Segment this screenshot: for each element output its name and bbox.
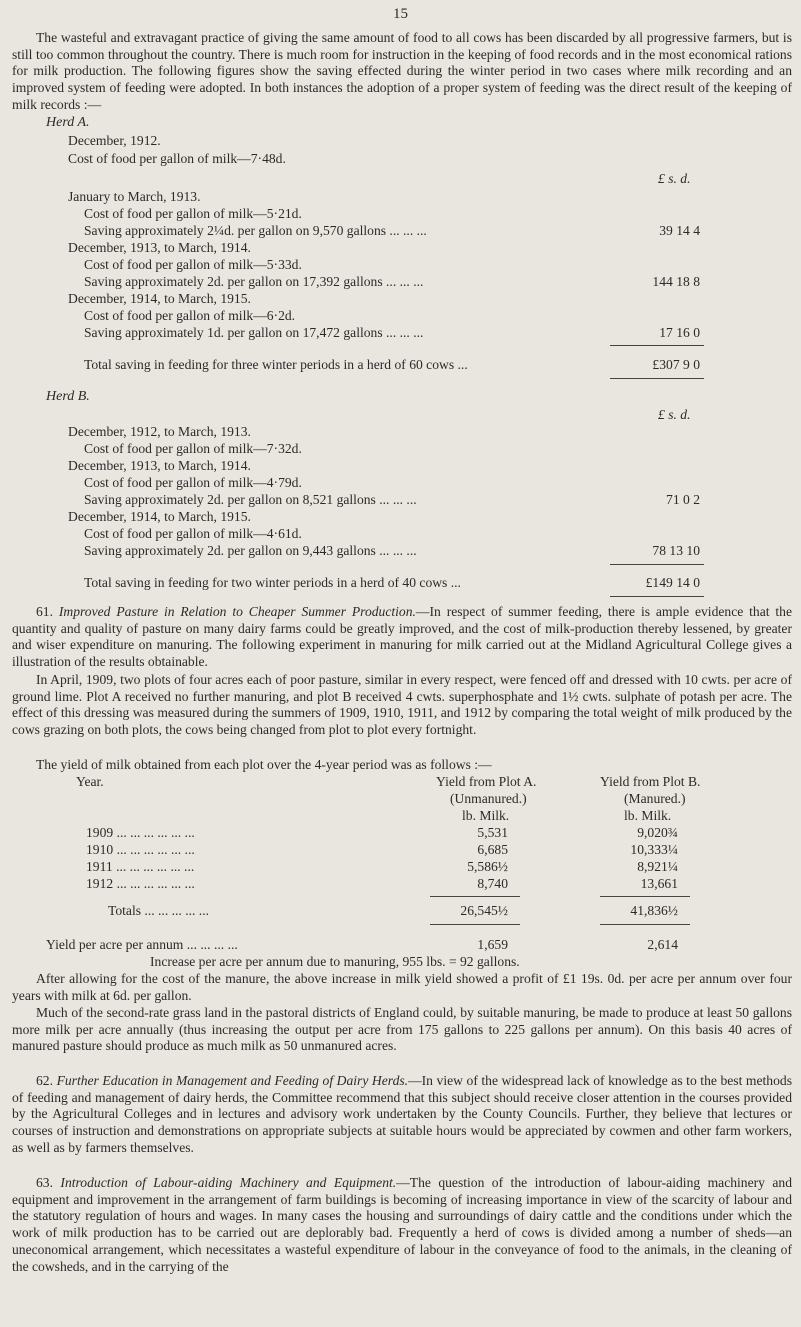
table-header-year: Year.: [76, 774, 104, 789]
herd-b-line: December, 1912, to March, 1913.: [68, 424, 251, 439]
section-61-title: Improved Pasture in Relation to Cheaper Summer Production.: [58, 604, 416, 619]
table-rule-a: [430, 896, 520, 897]
herd-a-line: December, 1914, to March, 1915.: [68, 291, 251, 306]
table-total-plot-b: 41,836½: [630, 903, 678, 918]
section-62-paragraph: [12, 1073, 792, 1157]
table-subheader-plot-b: (Manured.): [624, 791, 686, 806]
herd-b-line: Cost of food per gallon of milk—4·61d.: [84, 526, 302, 541]
herd-b-line: December, 1914, to March, 1915.: [68, 509, 251, 524]
herd-a-line: December, 1912.: [68, 133, 161, 148]
herd-a-total: £307 9 0: [652, 357, 700, 372]
table-yield-plot-b: 2,614: [647, 937, 678, 952]
herd-a-total-label: Total saving in feeding for three winter periods in a herd of 60 cows ...: [84, 357, 468, 372]
section-61-paragraph: [12, 604, 792, 671]
table-row-year: 1911 ... ... ... ... ... ...: [86, 859, 195, 874]
section-61-paragraph-3: The yield of milk obtained from each plot over the 4-year period was as follows :—: [36, 757, 492, 772]
table-row-plot-a: 8,740: [477, 876, 508, 891]
section-61-paragraph-2: In April, 1909, two plots of four acres each of poor pasture, similar in every respect, were fenced off and dressed with 10 cwts. per acre of ground lime. Plot A received no further manuring, and plot B received 4 cwts. superphosphate and 1½ cwts. sulphate of potash per acre. The effect of this dressing was measured during the summers of 1909, 1910, 1911, and 1912 by comparing the total weight of milk produced by the cows grazing on both plots, the cows being changed from plot to plot every fortnight.: [12, 672, 792, 738]
table-unit-plot-b: lb. Milk.: [624, 808, 672, 823]
herd-a-amount: 144 18 8: [652, 274, 700, 289]
table-header-plot-a: Yield from Plot A.: [436, 774, 537, 789]
table-unit-plot-a: lb. Milk.: [462, 808, 510, 823]
section-61-number: 61.: [36, 604, 53, 619]
herd-a-line: January to March, 1913.: [68, 189, 201, 204]
herd-b-total: £149 14 0: [645, 575, 700, 590]
herd-a-heading: Herd A.: [46, 115, 90, 130]
table-increase-note: Increase per acre per annum due to manuring, 955 lbs. = 92 gallons.: [150, 954, 520, 969]
herd-b-total-label: Total saving in feeding for two winter periods in a herd of 40 cows ...: [84, 575, 461, 590]
herd-a-rule: [610, 345, 704, 346]
herd-b-amount: 78 13 10: [652, 543, 700, 558]
herd-b-rule: [610, 564, 704, 565]
herd-b-total-rule: [610, 596, 704, 597]
table-row-plot-a: 5,586½: [467, 859, 508, 874]
table-subheader-plot-a: (Unmanured.): [450, 791, 527, 806]
table-row-year: 1910 ... ... ... ... ... ...: [86, 842, 195, 857]
intro-paragraph: The wasteful and extravagant practice of giving the same amount of food to all cows has been discarded by all progressive farmers, but is still too common throughout the country. There is much room for instruction in the keeping of food records and in the most economical rations for milk production. The following figures show the saving effected during the winter period in two cases where milk recording and an improved system of feeding were adopted. In both instances the adoption of a proper system of feeding was the direct result of the keeping of milk records :—: [12, 30, 792, 112]
table-yield-label: Yield per acre per annum ... ... ... ...: [46, 937, 238, 952]
herd-a-line: Cost of food per gallon of milk—6·2d.: [84, 308, 296, 323]
herd-a-line: Saving approximately 2d. per gallon on 17,392 gallons ... ... ...: [84, 274, 424, 289]
table-row-plot-b: 9,020¾: [637, 825, 678, 840]
table-row-year: 1909 ... ... ... ... ... ...: [86, 825, 195, 840]
section-63-title: Introduction of Labour-aiding Machinery and Equipment.: [60, 1175, 397, 1190]
section-63-paragraph: [12, 1175, 792, 1275]
herd-b-line: Saving approximately 2d. per gallon on 8,521 gallons ... ... ...: [84, 492, 417, 507]
table-total-plot-a: 26,545½: [460, 903, 508, 918]
herd-a-line: December, 1913, to March, 1914.: [68, 240, 251, 255]
herd-b-line: Cost of food per gallon of milk—7·32d.: [84, 441, 302, 456]
section-62-text: —In view of the widespread lack of knowledge as to the best methods of feeding and management of dairy herds, the Committee recommend that this subject should receive closer attention in the courses provided by the Agricultural Colleges and in lectures and advisory work undertaken by the County Councils. Further, they believe that lectures or courses of instruction and demonstrations on appropriate subjects at suitable hours would be appreciated by cowmen and other farm workers, as well as by farmers themselves.: [12, 1073, 792, 1155]
herd-b-line: Cost of food per gallon of milk—4·79d.: [84, 475, 302, 490]
table-rule-b: [600, 896, 690, 897]
herd-a-lsd-header: £ s. d.: [658, 171, 691, 186]
much-paragraph: Much of the second-rate grass land in the pastoral districts of England could, by suitable manuring, be made to produce at least 50 gallons more milk per acre annually (thus increasing the output per acre from 175 gallons to 225 gallons per annum). On this basis 40 acres of manured pasture should produce as much milk as 50 unmanured acres.: [12, 1005, 792, 1054]
herd-a-total-rule: [610, 378, 704, 379]
table-row-plot-b: 10,333¼: [630, 842, 678, 857]
table-row-plot-b: 13,661: [640, 876, 678, 891]
herd-b-lsd-header: £ s. d.: [658, 407, 691, 422]
herd-a-amount: 17 16 0: [659, 325, 700, 340]
section-62-number: 62.: [36, 1073, 53, 1088]
table-rule-total-a: [430, 924, 520, 925]
page-number: 15: [393, 6, 408, 22]
table-row-plot-a: 5,531: [477, 825, 508, 840]
table-row-year: 1912 ... ... ... ... ... ...: [86, 876, 195, 891]
herd-a-line: Cost of food per gallon of milk—5·33d.: [84, 257, 302, 272]
herd-b-heading: Herd B.: [46, 389, 90, 404]
herd-a-line: Cost of food per gallon of milk—5·21d.: [84, 206, 302, 221]
table-rule-total-b: [600, 924, 690, 925]
section-62-title: Further Education in Management and Feeding of Dairy Herds.: [56, 1073, 409, 1088]
after-paragraph: After allowing for the cost of the manure, the above increase in milk yield showed a profit of £1 19s. 0d. per acre per annum over four years with milk at 6d. per gallon.: [12, 971, 792, 1003]
table-totals-label: Totals ... ... ... ... ...: [108, 903, 209, 918]
herd-a-line: Saving approximately 1d. per gallon on 17,472 gallons ... ... ...: [84, 325, 424, 340]
section-63-number: 63.: [36, 1175, 53, 1190]
herd-b-line: Saving approximately 2d. per gallon on 9,443 gallons ... ... ...: [84, 543, 417, 558]
table-header-plot-b: Yield from Plot B.: [600, 774, 701, 789]
herd-a-amount: 39 14 4: [659, 223, 700, 238]
herd-b-line: December, 1913, to March, 1914.: [68, 458, 251, 473]
section-63-text: —The question of the introduction of labour-aiding machinery and equipment and improvement in the arrangement of farm buildings is becoming of increasing importance in view of the scarcity of labour and the statutory regulation of hours and wages. In many cases the housing and surroundings of dairy cattle and the conditions under which the work of milk production has to be carried out are deplorably bad. Frequently a herd of cows is divided among a number of sheds—an uneconomical arrangement, which necessitates a wasteful expenditure of labour in the conveyance of food to the animals, in the cleaning of the cowsheds, and in the carrying of the: [12, 1175, 792, 1274]
herd-a-line: Cost of food per gallon of milk—7·48d.: [68, 151, 286, 166]
herd-b-amount: 71 0 2: [666, 492, 700, 507]
section-61-text: —In respect of summer feeding, there is ample evidence that the quantity and quality of pasture on many dairy farms could be greatly improved, and the cost of milk-production thereby lessened, by greater and wiser expenditure on manuring. The following experiment in manuring for milk carried out at the Midland Agricultural College gives a illustration of the results obtainable.: [12, 604, 792, 670]
table-row-plot-b: 8,921¼: [637, 859, 678, 874]
table-yield-plot-a: 1,659: [477, 937, 508, 952]
herd-a-line: Saving approximately 2¼d. per gallon on 9,570 gallons ... ... ...: [84, 223, 427, 238]
table-row-plot-a: 6,685: [477, 842, 508, 857]
